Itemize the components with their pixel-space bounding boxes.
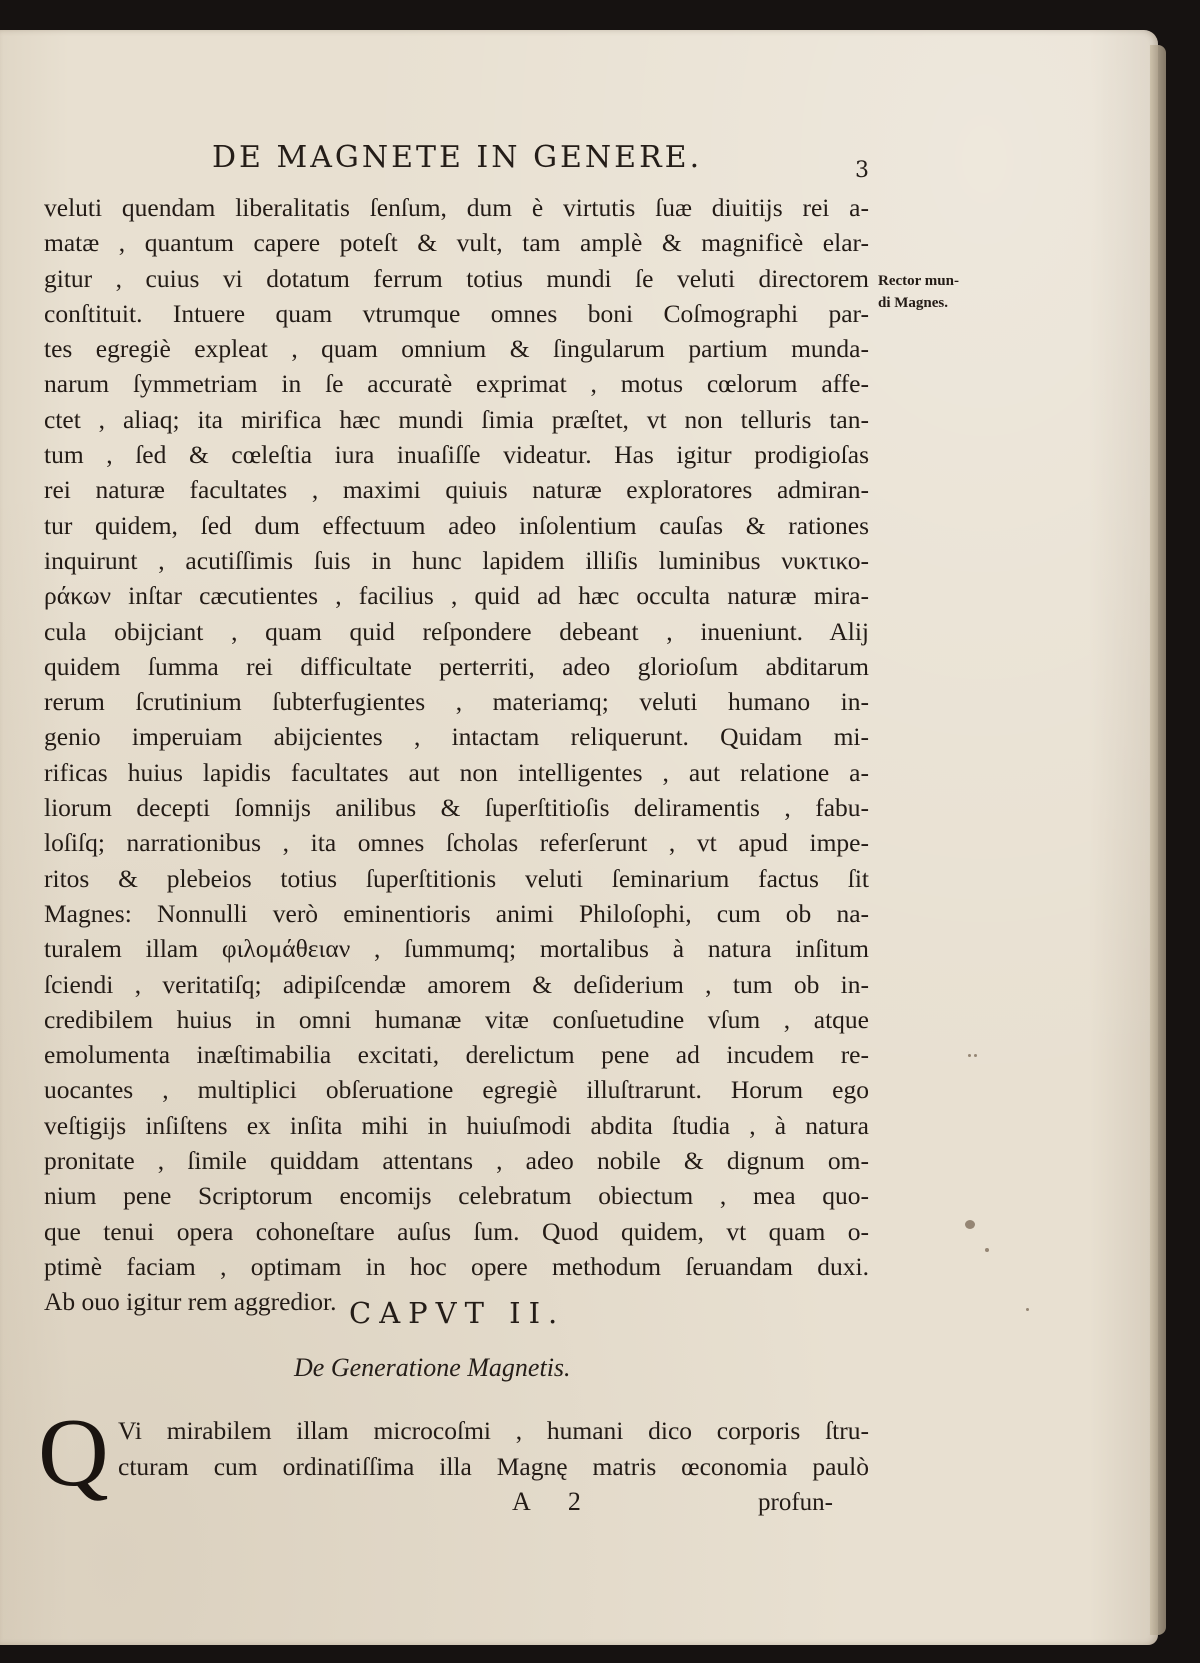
text-line: tes egregiè expleat , quam omnium & ſingularum partium munda- [44,334,869,364]
text-line: cula obijciant , quam quid reſpondere debeant , inueniunt. Alij [44,616,869,646]
page-edge [1150,45,1166,1635]
chapter-subtitle: De Generatione Magnetis. [294,1353,571,1382]
margin-note [878,270,1008,314]
paper-speck [965,1220,975,1229]
text-line: conſtituit. Intuere quam vtrumque omnes boni Coſmographi par- [44,298,869,328]
signature-mark: A 2 [512,1487,597,1516]
paper-speck [1026,1308,1029,1311]
text-line: pronitate , ſimile quiddam attentans , adeo nobile & dignum om- [44,1146,869,1176]
paper-speck [974,1054,977,1057]
text-line: inquirunt , acutiſſimis ſuis in hunc lapidem illiſis luminibus νυκτικο- [44,545,869,575]
text-line: gitur , cuius vi dotatum ferrum totius mundi ſe veluti directorem [44,263,869,293]
text-line: que tenui opera cohoneſtare auſus ſum. Quod quidem, vt quam o- [44,1216,869,1246]
text-line: genio imperuiam abijcientes , intactam reliquerunt. Quidam mi- [44,722,869,752]
text-line: Magnes: Nonnulli verò eminentioris animi Philoſophi, cum ob na- [44,898,869,928]
text-line: cturam cum ordinatiſſima illa Magnę matris œconomia paulò [118,1452,869,1481]
paper-speck [985,1248,989,1252]
main-text-block [44,190,869,1320]
text-line: narum ſymmetriam in ſe accuratè exprimat , motus cœlorum affe- [44,369,869,399]
margin-note-line: di Magnes. [878,295,949,311]
text-line: emolumenta inæſtimabilia excitati, derelictum pene ad incudem re- [44,1040,869,1070]
text-line: liorum decepti ſomnijs anilibus & ſuperſtitioſis deliramentis , fabu- [44,793,869,823]
text-line: credibilem huius in omni humanæ vitæ conſuetudine vſum , atque [44,1004,869,1034]
text-line: ράκων inſtar cæcutientes , facilius , quid ad hæc occulta naturæ mira- [44,581,869,611]
text-line: tum , ſed & cœleſtia iura inuaſiſſe videatur. Has igitur prodigioſas [44,440,869,470]
text-line: ritos & plebeios totius ſuperſtitionis veluti ſeminarium factus ſit [44,863,869,893]
text-line: rei naturæ facultates , maximi quiuis naturæ exploratores admiran- [44,475,869,505]
text-line: veſtigijs inſiſtens ex inſita mihi in huiuſmodi abdita ſtudia , à natura [44,1110,869,1140]
book-page [0,30,1158,1645]
text-line: uocantes , multiplici obſeruatione egregiè illuſtrarunt. Horum ego [44,1075,869,1105]
text-line: turalem illam φιλομάθειαν , ſummumq; mortalibus à natura inſitum [44,934,869,964]
catchword: profun- [758,1489,833,1516]
paper-speck [968,1054,971,1057]
text-line: loſiſq; narrationibus , ita omnes ſcholas referſerunt , vt apud impe- [44,828,869,858]
text-line: rerum ſcrutinium ſubterfugientes , materiamq; veluti humano in- [44,687,869,717]
text-line: tur quidem, ſed dum effectuum adeo inſolentium cauſas & rationes [44,510,869,540]
running-head: DE MAGNETE IN GENERE. [212,140,703,175]
text-line: matæ , quantum capere poteſt & vult, tam amplè & magnificè elar- [44,228,869,258]
chapter-title: CAPVT II. [349,1296,566,1330]
text-line: ſciendi , veritatiſq; adipiſcendæ amorem & deſiderium , tum ob in- [44,969,869,999]
text-line: Ab ouo igitur rem aggredior. [44,1287,337,1317]
text-line: ptimè faciam , optimam in hoc opere methodum ſeruandam duxi. [44,1251,869,1281]
chapter-text-block [118,1413,869,1485]
text-line: rificas huius lapidis facultates aut non intelligentes , aut relatione a- [44,757,869,787]
page-number: 3 [855,158,869,183]
text-line: Vi mirabilem illam microcoſmi , humani dico corporis ſtru- [118,1416,869,1445]
drop-cap-initial: Q [38,1399,109,1507]
text-line: nium pene Scriptorum encomijs celebratum obiectum , mea quo- [44,1181,869,1211]
text-line: ctet , aliaq; ita mirifica hæc mundi ſimia præſtet, vt non telluris tan- [44,404,869,434]
text-line: veluti quendam liberalitatis ſenſum, dum è virtutis ſuæ diuitijs rei a- [44,193,869,222]
text-line: quidem ſumma rei difficultate perterriti, adeo glorioſum abditarum [44,651,869,681]
margin-note-line: Rector mun- [878,273,959,289]
